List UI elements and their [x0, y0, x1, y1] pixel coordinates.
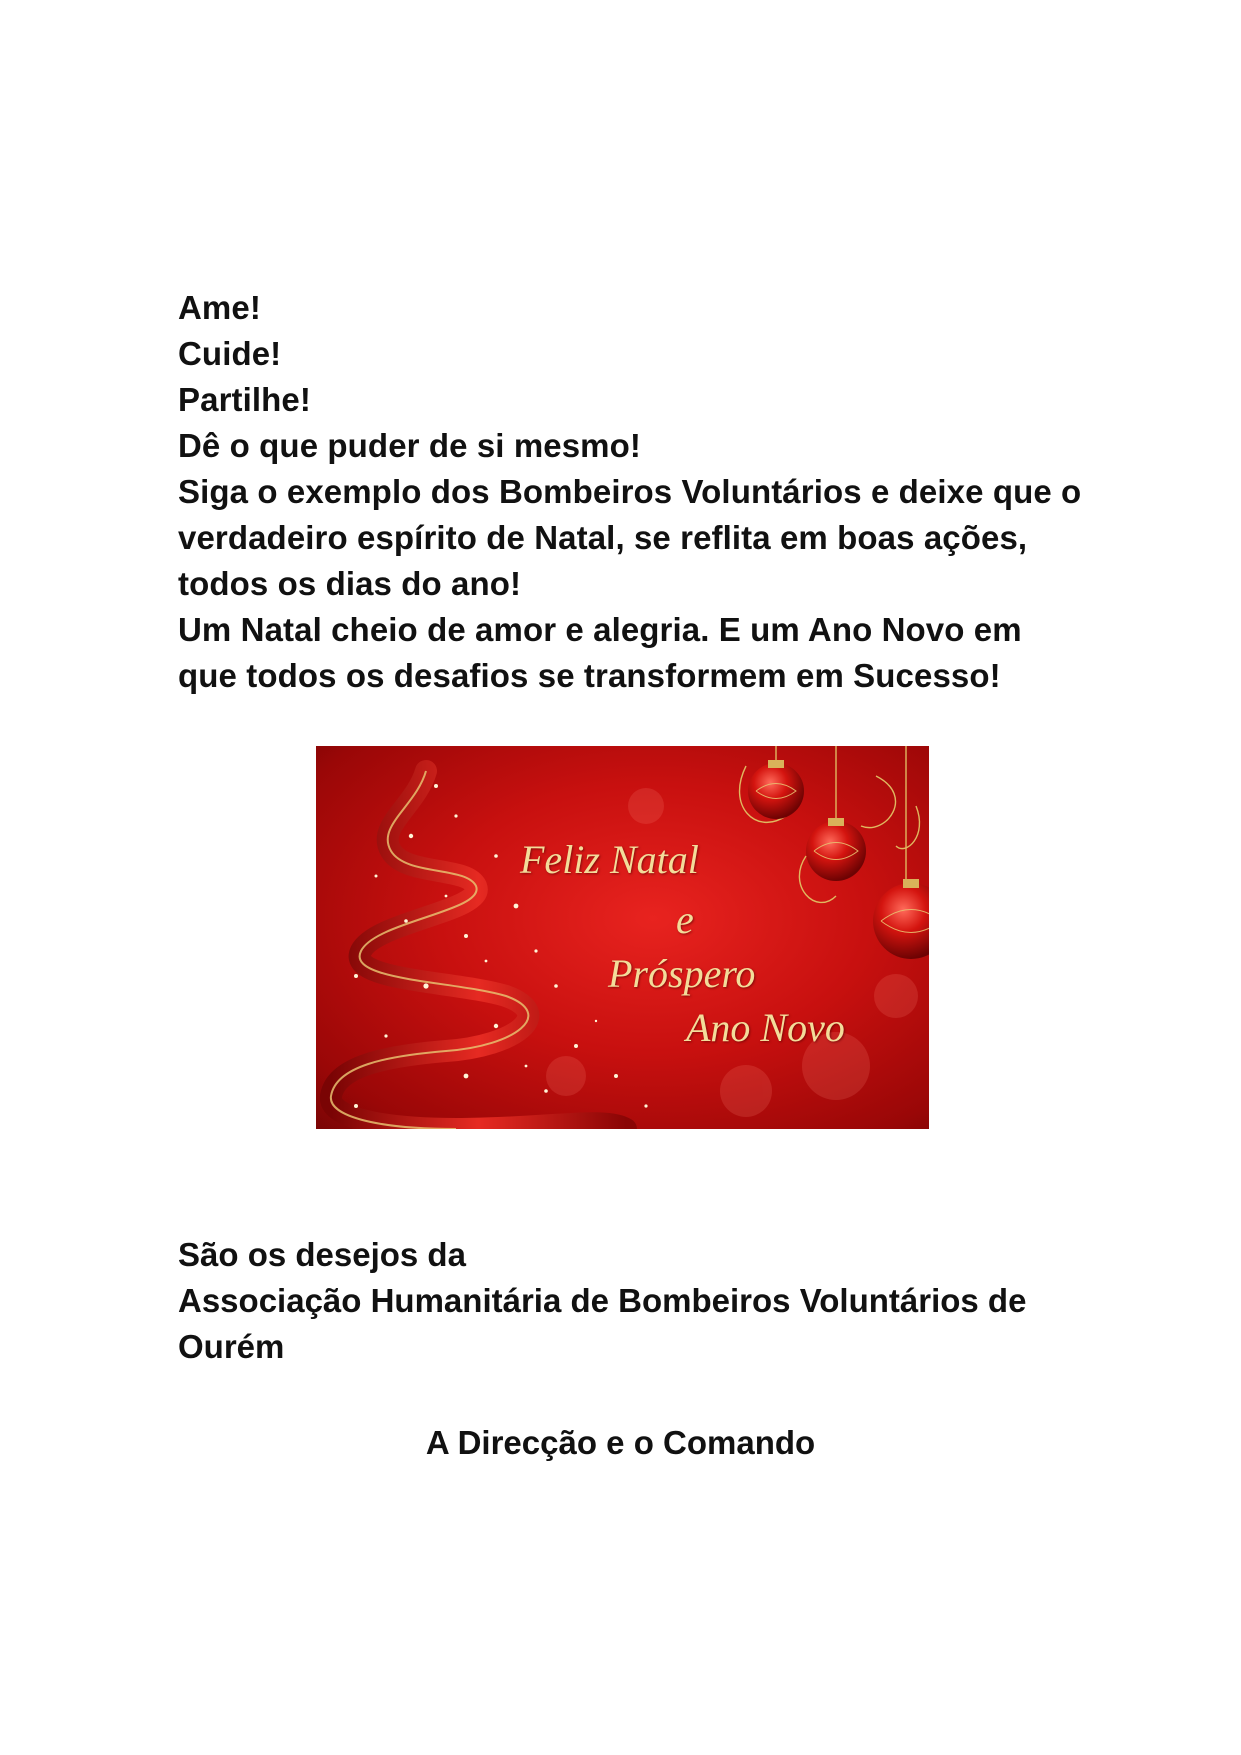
message-line: Siga o exemplo dos Bombeiros Voluntários e deixe que o	[178, 473, 1082, 510]
message-line: todos os dias do ano!	[178, 565, 522, 602]
signature: A Direcção e o Comando	[425, 1424, 816, 1461]
card-greeting-line: e	[676, 897, 694, 942]
message-line: Partilhe!	[178, 381, 311, 418]
message-line: Dê o que puder de si mesmo!	[178, 427, 641, 464]
card-greeting-line: Próspero	[608, 951, 756, 996]
closing-text	[178, 1232, 1108, 1370]
christmas-card-image	[316, 746, 929, 1129]
closing-line: Ourém	[178, 1328, 285, 1365]
christmas-card-artwork	[316, 746, 929, 1129]
message-line: Cuide!	[178, 335, 282, 372]
closing-line: São os desejos da	[178, 1236, 466, 1273]
message-line: Um Natal cheio de amor e alegria. E um Ano Novo em	[178, 611, 1022, 648]
closing-line: Associação Humanitária de Bombeiros Voluntários de	[178, 1282, 1027, 1319]
ornament-balls	[748, 760, 929, 959]
message-line: verdadeiro espírito de Natal, se reflita em boas ações,	[178, 519, 1028, 556]
card-greeting-line: Ano Novo	[686, 1005, 845, 1050]
message-line: que todos os desafios se transformem em Sucesso!	[178, 657, 1001, 694]
message-text	[178, 285, 1108, 699]
message-line: Ame!	[178, 289, 261, 326]
card-greeting-line: Feliz Natal	[520, 837, 699, 882]
